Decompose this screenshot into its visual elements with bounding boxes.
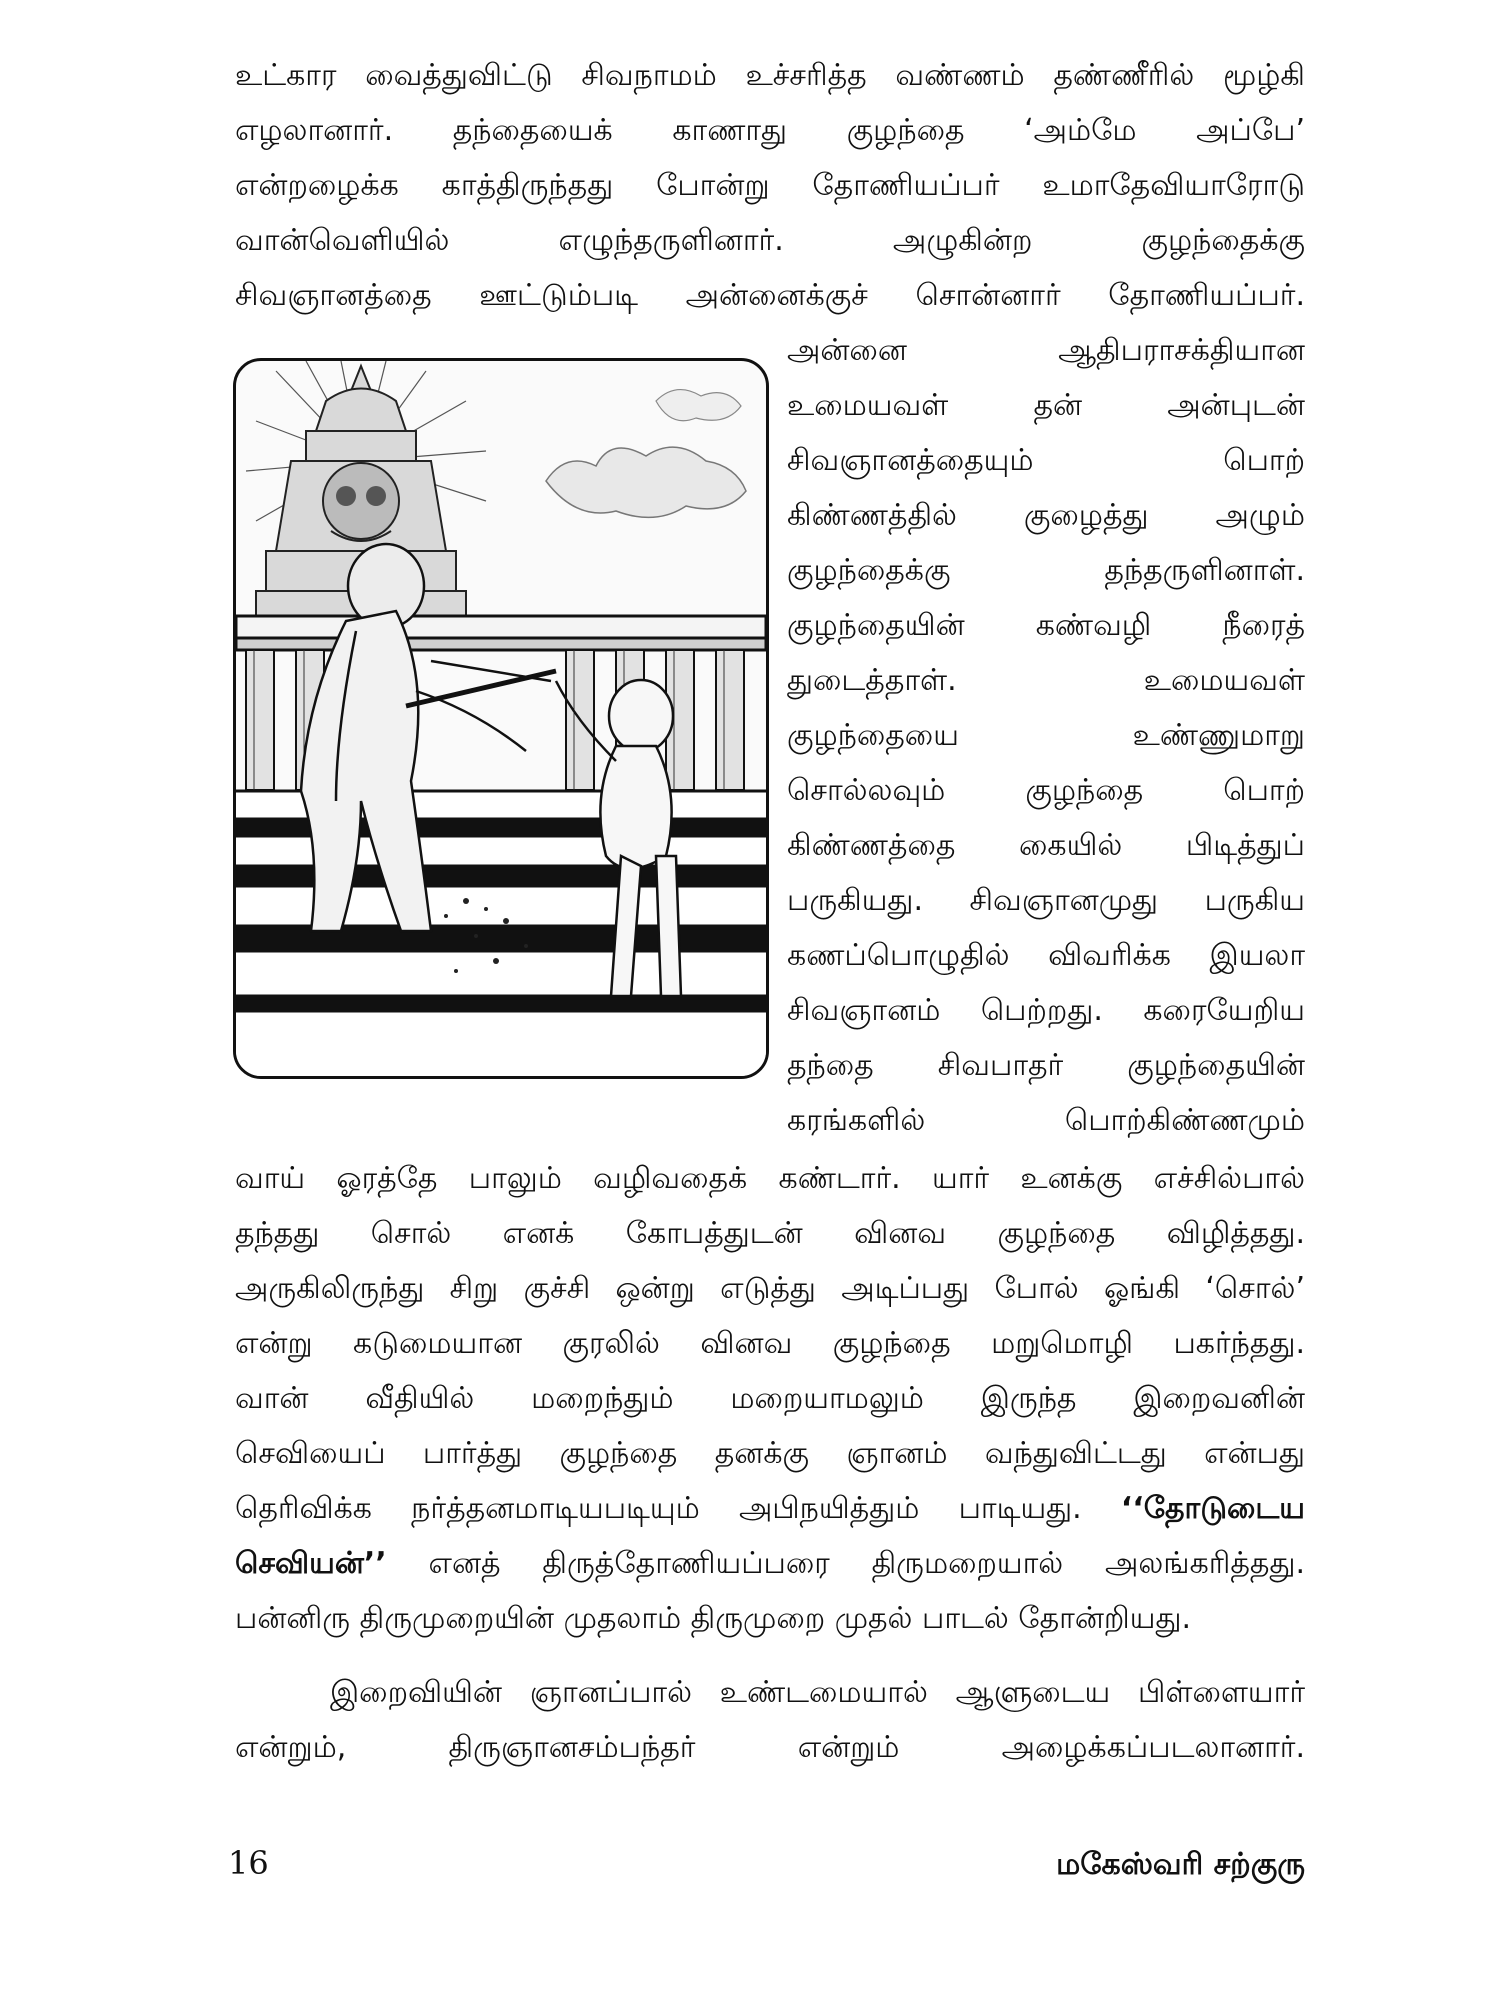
side-line-2: உமையவள் தன் அன்புடன் [787, 388, 1305, 423]
side-line-10: கிண்ணத்தை கையில் பிடித்துப் [787, 828, 1305, 863]
lower-line-5: வான் வீதியில் மறைந்தும் மறையாமலும் இருந்த இறைவனின் [235, 1381, 1305, 1416]
side-line-7: துடைத்தாள். உமையவள் [787, 663, 1305, 698]
side-line-9: சொல்லவும் குழந்தை பொற் [787, 773, 1305, 808]
side-line-15: கரங்களில் பொற்கிண்ணமும் [787, 1103, 1305, 1138]
side-line-6: குழந்தையின் கண்வழி நீரைத் [787, 608, 1305, 643]
body-line-2: எழலானார். தந்தையைக் காணாது குழந்தை ‘அம்மே அப்பே’ [235, 113, 1305, 148]
side-line-1: அன்னை ஆதிபராசக்தியான [787, 333, 1305, 368]
body-line-5: சிவஞானத்தை ஊட்டும்படி அன்னைக்குச் சொன்னார் தோணியப்பர். [235, 278, 1305, 313]
song-title-part1: ‘‘தோடுடைய [1120, 1491, 1305, 1526]
lower-line-8 [235, 1544, 1305, 1584]
side-line-4: கிண்ணத்தில் குழைத்து அழும் [787, 498, 1305, 533]
lower-line-6: செவியைப் பார்த்து குழந்தை தனக்கு ஞானம் வந்துவிட்டது என்பது [235, 1436, 1305, 1471]
footer-author: மகேஸ்வரி சற்குரு [1056, 1847, 1305, 1882]
lower-line-1: வாய் ஓரத்தே பாலும் வழிவதைக் கண்டார். யார் உனக்கு எச்சில்பால் [235, 1161, 1305, 1196]
side-line-3: சிவஞானத்தையும் பொற் [787, 443, 1305, 478]
side-line-5: குழந்தைக்கு தந்தருளினாள். [787, 553, 1305, 588]
body-line-4: வான்வெளியில் எழுந்தருளினார். அழுகின்ற குழந்தைக்கு [235, 223, 1305, 258]
side-line-13: சிவஞானம் பெற்றது. கரையேறிய [787, 993, 1305, 1028]
lower-line-3: அருகிலிருந்து சிறு குச்சி ஒன்று எடுத்து அடிப்பது போல் ஓங்கி ‘சொல்’ [235, 1271, 1305, 1306]
body-line-1: உட்கார வைத்துவிட்டு சிவநாமம் உச்சரித்த வண்ணம் தண்ணீரில் மூழ்கி [235, 58, 1305, 93]
para2-line-1: இறைவியின் ஞானப்பால் உண்டமையால் ஆளுடைய பிள்ளையார் [330, 1675, 1305, 1710]
body-line-3: என்றழைக்க காத்திருந்தது போன்று தோணியப்பர் உமாதேவியாரோடு [235, 168, 1305, 203]
side-line-11: பருகியது. சிவஞானமுது பருகிய [787, 883, 1305, 918]
page-number: 16 [228, 1844, 269, 1882]
lower-line-7 [235, 1489, 1305, 1529]
lower-line-8-text: எனத் திருத்தோணியப்பரை திருமறையால் அலங்கரித்தது. [386, 1546, 1305, 1581]
lower-line-9: பன்னிரு திருமுறையின் முதலாம் திருமுறை முதல் பாடல் தோன்றியது. [235, 1601, 1192, 1636]
temple-illustration [233, 358, 769, 1079]
lower-line-2: தந்தது சொல் எனக் கோபத்துடன் வினவ குழந்தை விழித்தது. [235, 1216, 1305, 1251]
side-line-8: குழந்தையை உண்ணுமாறு [787, 718, 1305, 753]
song-title-part2: செவியன்’’ [235, 1546, 387, 1581]
para2-line-2: என்றும், திருஞானசம்பந்தர் என்றும் அழைக்கப்படலானார். [235, 1730, 1305, 1765]
side-line-14: தந்தை சிவபாதர் குழந்தையின் [787, 1048, 1305, 1083]
lower-line-4: என்று கடுமையான குரலில் வினவ குழந்தை மறுமொழி பகர்ந்தது. [235, 1326, 1305, 1361]
lower-line-7-text: தெரிவிக்க நர்த்தனமாடியபடியும் அபிநயித்தும் பாடியது. [235, 1491, 1121, 1526]
side-line-12: கணப்பொழுதில் விவரிக்க இயலா [787, 938, 1305, 973]
